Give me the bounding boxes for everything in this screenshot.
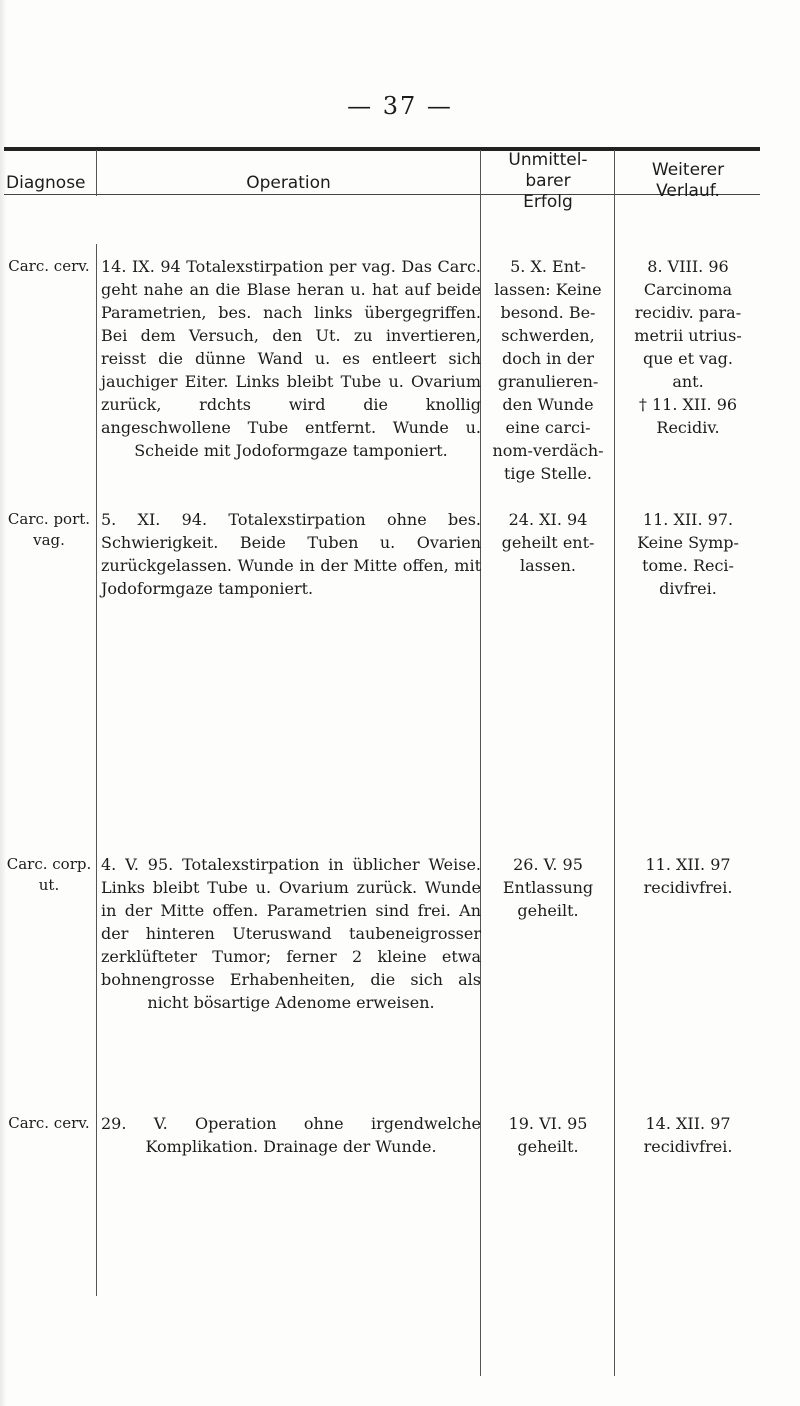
header-immediate-result: Unmittel- barer Erfolg [508, 150, 588, 212]
header-further-course: Weiterer Verlauf. [651, 160, 725, 201]
row-2-diagnosis: Carc. port. vag. [7, 510, 91, 549]
row-4-immediate-result: 19. VI. 95 geheilt. [508, 1114, 588, 1156]
row-2-immediate-result: 24. XI. 94 geheilt ent- lassen. [501, 510, 595, 575]
row-4-diagnosis: Carc. cerv. [8, 1114, 90, 1132]
row-1-diagnosis: Carc. cerv. [8, 257, 90, 275]
row-3-diagnosis: Carc. corp. ut. [6, 855, 92, 894]
page-binding-edge [0, 0, 6, 1406]
row-4-further-course: 14. XII. 97 recidivfrei. [643, 1114, 733, 1156]
row-1-immediate-result: 5. X. Ent- lassen: Keine besond. Be- schwerden, doch in der granulieren- den Wunde eine carci- nom-verdäch- tige Stelle. [492, 257, 604, 483]
row-3-immediate-result: 26. V. 95 Entlassung geheilt. [502, 855, 594, 920]
header-operation: Operation [246, 173, 331, 193]
row-2-operation: 5. XI. 94. Totalexstirpation ohne bes. Schwierigkeit. Beide Tuben u. Ovarien zurückgelassen. Wunde in der Mitte offen, mit Jodoformgaze tamponiert. [101, 510, 481, 598]
column-divider-1 [96, 244, 97, 1296]
column-divider-1-header [96, 150, 97, 196]
page-number: — 37 — [347, 92, 453, 120]
column-divider-3 [614, 150, 615, 1376]
table-top-rule [4, 147, 760, 151]
row-2-further-course: 11. XII. 97. Keine Symp- tome. Reci- divfrei. [637, 510, 739, 598]
row-4-operation: 29. V. Operation ohne irgendwelche Komplikation. Drainage der Wunde. [101, 1114, 481, 1156]
row-3-further-course: 11. XII. 97 recidivfrei. [643, 855, 733, 897]
header-diagnosis: Diagnose [6, 173, 86, 193]
row-1-further-course: 8. VIII. 96 Carcinoma recidiv. para- metrii utrius- que et vag. ant. † 11. XII. 96 Recidiv. [634, 257, 742, 437]
row-3-operation: 4. V. 95. Totalexstirpation in üblicher Weise. Links bleibt Tube u. Ovarium zurück. Wunde in der Mitte offen. Parametrien sind frei. An der hinteren Uteruswand taubeneigrosser zerklüfteter Tumor; ferner 2 kleine etwa bohnengrosse Erhabenheiten, die sich als nicht bösartige Adenome erweisen. [101, 855, 481, 1012]
row-1-operation: 14. IX. 94 Totalexstirpation per vag. Das Carc. geht nahe an die Blase heran u. hat auf beide Parametrien, bes. nach links übergegriffen. Bei dem Versuch, den Ut. zu invertieren, reisst die dünne Wand u. es entleert sich jauchiger Eiter. Links bleibt Tube u. Ovarium zurück, rdchts wird die knollig angeschwollene Tube entfernt. Wunde u. Scheide mit Jodoformgaze tamponiert. [101, 257, 481, 460]
